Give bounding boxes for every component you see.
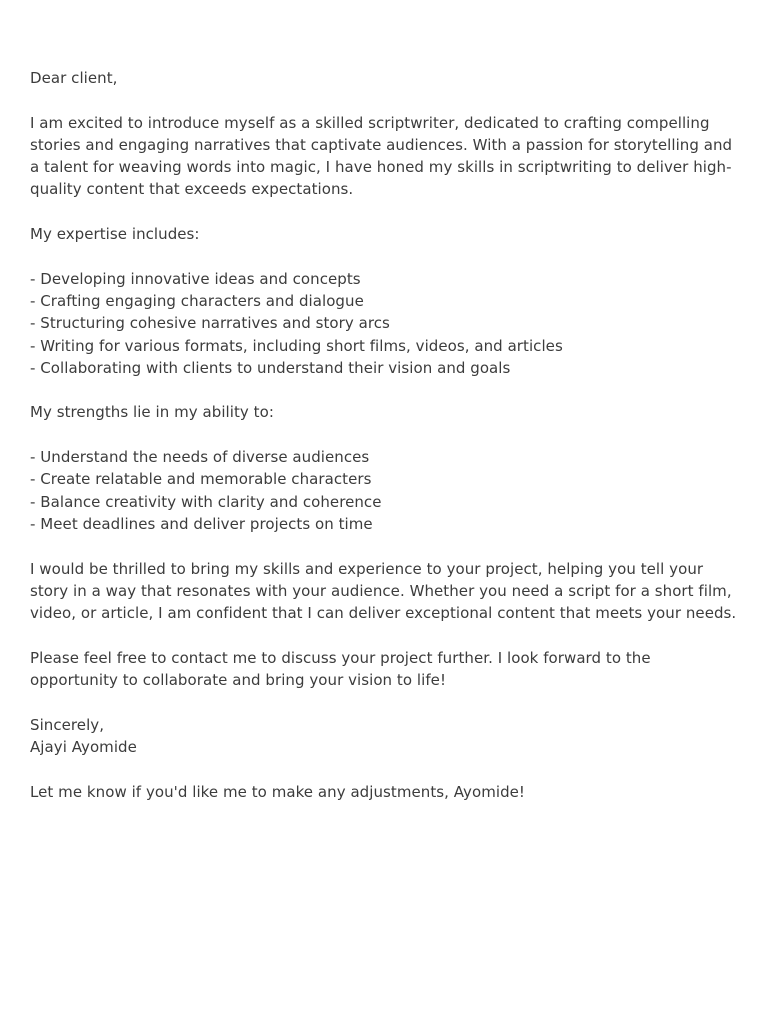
list-item: - Writing for various formats, including short films, videos, and articles — [30, 336, 563, 355]
footer-note: Let me know if you'd like me to make any adjustments, Ayomide! — [30, 782, 525, 801]
pitch-paragraph: I would be thrilled to bring my skills and experience to your project, helping you tell your story in a way that resonates with your audience. Whether you need a script for a short film, video, or article, I am confident that I can deliver exceptional content that meets your needs. — [30, 559, 737, 623]
signature-name: Ajayi Ayomide — [30, 737, 137, 756]
strengths-list — [30, 446, 742, 535]
intro-paragraph: I am excited to introduce myself as a skilled scriptwriter, dedicated to crafting compelling stories and engaging narratives that captivate audiences. With a passion for storytelling and a talent for weaving words into magic, I have honed my skills in scriptwriting to deliver high-quality content that exceeds expectations. — [30, 113, 733, 199]
signoff: Sincerely, — [30, 715, 105, 734]
closing-paragraph: Please feel free to contact me to discuss your project further. I look forward to the opportunity to collaborate and bring your vision to life! — [30, 648, 651, 690]
signature-block — [30, 714, 742, 759]
list-item: - Understand the needs of diverse audiences — [30, 448, 370, 467]
list-item: - Developing innovative ideas and concepts — [30, 269, 361, 288]
list-item: - Create relatable and memorable characters — [30, 470, 372, 489]
list-item: - Balance creativity with clarity and coherence — [30, 492, 382, 511]
list-item: - Crafting engaging characters and dialogue — [30, 291, 364, 310]
list-item: - Meet deadlines and deliver projects on time — [30, 514, 373, 533]
greeting: Dear client, — [30, 69, 118, 87]
list-item: - Structuring cohesive narratives and story arcs — [30, 314, 390, 333]
strengths-heading: My strengths lie in my ability to: — [30, 403, 274, 422]
letter-body — [30, 67, 742, 825]
expertise-list — [30, 268, 742, 379]
expertise-heading: My expertise includes: — [30, 225, 200, 244]
list-item: - Collaborating with clients to understand their vision and goals — [30, 358, 511, 377]
